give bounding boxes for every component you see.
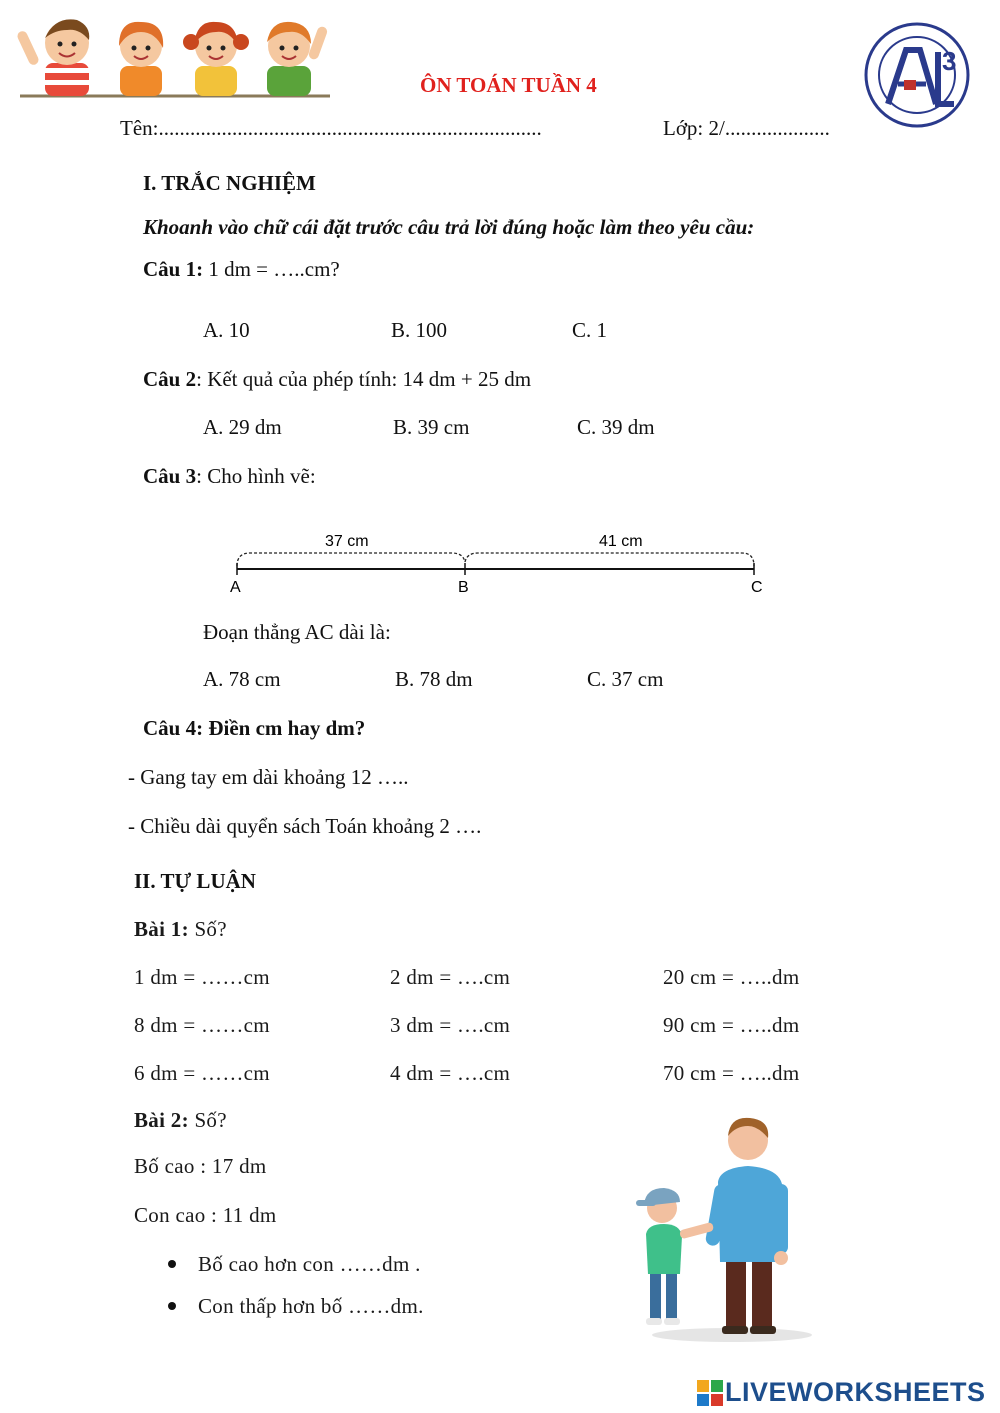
son-figure [636,1188,714,1325]
q4-line-2[interactable]: - Chiều dài quyển sách Toán khoảng 2 …. [128,814,482,838]
question-2-text: : Kết quả của phép tính: 14 dm + 25 dm [196,367,532,391]
question-2-label: Câu 2 [143,367,197,391]
question-3-label: Câu 3 [143,464,197,488]
brace-ab [237,553,465,566]
liveworksheets-logo-icon [697,1380,723,1406]
point-b-label: B [458,579,469,596]
question-2 [143,367,531,392]
q2-option-a[interactable]: A. 29 dm [203,415,282,439]
point-a-label: A [230,579,241,596]
father-son-illustration [622,1110,812,1345]
bai-2-answer-1[interactable]: Bố cao hơn con ……dm . [198,1252,421,1276]
conversion-2-1[interactable]: 8 dm = ……cm [134,1013,270,1037]
conversion-3-2[interactable]: 4 dm = ….cm [390,1061,511,1085]
conversion-3-1[interactable]: 6 dm = ……cm [134,1061,270,1085]
kids-illustration [15,8,335,108]
q3-option-a[interactable]: A. 78 cm [203,667,281,691]
bullet-1 [168,1260,176,1268]
bai-1-label: Bài 1: [134,917,189,941]
q1-option-a[interactable]: A. 10 [203,318,250,342]
q3-option-c[interactable]: C. 37 cm [587,667,664,691]
q3-option-b[interactable]: B. 78 dm [395,667,473,691]
father-height: Bố cao : 17 dm [134,1154,267,1178]
father-figure [705,1118,788,1334]
logo-number: 3 [942,46,957,76]
kid-1-figure [16,19,89,96]
part1-instruction: Khoanh vào chữ cái đặt trước câu trả lời đúng hoặc làm theo yêu cầu: [143,215,755,239]
liveworksheets-text[interactable]: LIVEWORKSHEETS [725,1377,986,1407]
conversion-1-1[interactable]: 1 dm = ……cm [134,965,270,989]
conversion-1-3[interactable]: 20 cm = …..dm [663,965,800,989]
class-field[interactable]: Lớp: 2/.................... [663,116,830,140]
bai-2 [134,1108,227,1133]
q1-option-b[interactable]: B. 100 [391,318,448,342]
kid-3-figure [183,22,249,96]
kid-4-figure [267,22,329,96]
bai-2-answer-2[interactable]: Con thấp hơn bố ……dm. [198,1294,424,1318]
question-1 [143,257,340,282]
question-3-text: : Cho hình vẽ: [196,464,316,488]
line-segment-diagram [220,528,780,600]
conversion-2-3[interactable]: 90 cm = …..dm [663,1013,800,1037]
segment-ab-length: 37 cm [325,533,369,550]
q2-option-b[interactable]: B. 39 cm [393,415,470,439]
bai-1 [134,917,227,942]
q2-option-c[interactable]: C. 39 dm [577,415,655,439]
part2-heading: II. TỰ LUẬN [134,869,256,893]
kid-2-figure [119,22,163,96]
point-c-label: C [751,579,763,596]
segment-bc-length: 41 cm [599,533,643,550]
question-3 [143,464,316,489]
bullet-2 [168,1302,176,1310]
school-logo [862,22,972,128]
question-1-label: Câu 1: [143,257,204,281]
worksheet-title: ÔN TOÁN TUẦN 4 [420,73,597,97]
question-1-text: 1 dm = …..cm? [203,257,340,281]
question-3-prompt: Đoạn thẳng AC dài là: [203,620,391,644]
q4-line-1[interactable]: - Gang tay em dài khoảng 12 ….. [128,765,409,789]
child-height: Con cao : 11 dm [134,1203,277,1227]
bai-1-text: Số? [188,917,227,941]
bai-2-text: Số? [188,1108,227,1132]
conversion-2-2[interactable]: 3 dm = ….cm [390,1013,511,1037]
q1-option-c[interactable]: C. 1 [572,318,608,342]
conversion-3-3[interactable]: 70 cm = …..dm [663,1061,800,1085]
name-field[interactable]: Tên:......................................................................... [120,116,542,140]
brace-bc [465,553,754,566]
question-4-label: Câu 4: Điền cm hay dm? [143,716,366,740]
bai-2-label: Bài 2: [134,1108,189,1132]
part1-heading: I. TRẮC NGHIỆM [143,171,316,195]
conversion-1-2[interactable]: 2 dm = ….cm [390,965,511,989]
liveworksheets-brand [697,1377,986,1408]
